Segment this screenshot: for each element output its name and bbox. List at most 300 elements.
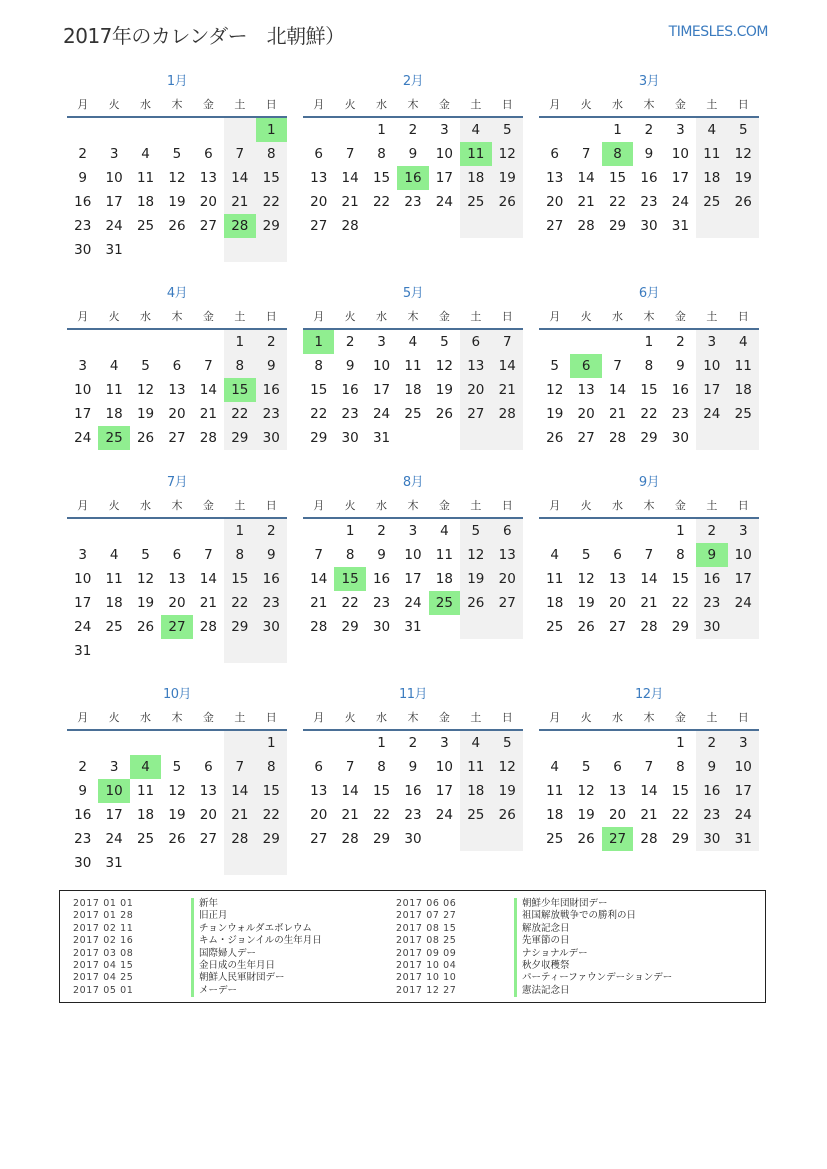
day-cell: 1	[644, 334, 654, 350]
weekday-label: 日	[737, 98, 749, 111]
day-cell: 10	[728, 543, 759, 567]
day-cell: 23	[404, 807, 422, 823]
holiday-date: 2017 04 15	[73, 959, 134, 971]
day-cell: 9	[644, 146, 654, 162]
empty-day-cell	[570, 330, 601, 354]
weekday-label: 土	[234, 711, 246, 724]
day-cell: 13	[546, 170, 564, 186]
day-cell: 23	[671, 406, 689, 422]
empty-day-cell	[460, 426, 491, 450]
empty-day-cell	[303, 519, 334, 543]
day-cell: 13	[577, 382, 595, 398]
weekday-label: 土	[470, 499, 482, 512]
day-cell: 24	[404, 595, 422, 611]
day-cell: 6	[172, 358, 182, 374]
day-cell: 30	[671, 430, 689, 446]
day-cell: 15	[224, 567, 255, 591]
page-title: 2017年のカレンダー 北朝鮮）	[63, 24, 345, 48]
day-cell: 25	[404, 406, 422, 422]
day-cell: 17	[671, 170, 689, 186]
weekday-label: 火	[108, 711, 120, 724]
empty-day-cell	[224, 118, 255, 142]
holiday-date: 2017 01 28	[73, 910, 134, 922]
day-cell: 9	[408, 146, 418, 162]
weekday-label: 水	[140, 98, 152, 111]
day-cell: 19	[728, 166, 759, 190]
empty-day-cell	[570, 731, 601, 755]
holiday-day-cell: 28	[224, 214, 255, 238]
holiday-row	[73, 935, 322, 947]
holiday-day-cell: 6	[570, 354, 601, 378]
empty-day-cell	[67, 731, 98, 755]
day-cell: 9	[256, 354, 287, 378]
day-cell: 7	[204, 358, 213, 374]
weekday-label: 土	[234, 98, 246, 111]
day-cell: 29	[256, 214, 287, 238]
day-cell: 24	[696, 402, 727, 426]
weekday-label: 木	[171, 499, 183, 512]
day-cell: 11	[546, 783, 564, 799]
day-cell: 22	[310, 406, 328, 422]
holiday-day-cell: 16	[397, 166, 428, 190]
month-title: 10月	[162, 687, 192, 702]
day-cell: 18	[546, 807, 564, 823]
empty-day-cell	[633, 519, 664, 543]
day-cell: 3	[408, 523, 418, 539]
day-cell: 3	[676, 122, 685, 138]
day-cell: 22	[640, 406, 658, 422]
day-cell: 18	[136, 194, 155, 210]
day-cell: 3	[78, 358, 87, 374]
day-cell: 12	[168, 170, 186, 186]
day-cell: 3	[109, 759, 119, 775]
day-cell: 20	[608, 595, 627, 611]
day-cell: 12	[577, 571, 595, 587]
day-cell: 8	[644, 358, 654, 374]
day-cell: 26	[492, 803, 523, 827]
day-cell: 1	[377, 122, 386, 138]
day-cell: 1	[613, 122, 622, 138]
day-cell: 14	[310, 571, 328, 587]
day-cell: 27	[199, 218, 217, 234]
empty-day-cell	[98, 118, 129, 142]
day-cell: 10	[404, 547, 422, 563]
day-cell: 19	[492, 779, 523, 803]
holiday-name: 祖国解放戦争での勝利の日	[514, 910, 636, 922]
day-cell: 3	[696, 330, 727, 354]
day-cell: 6	[460, 330, 491, 354]
empty-day-cell	[67, 330, 98, 354]
holiday-name: 新年	[191, 898, 218, 910]
weekday-label: 日	[265, 98, 277, 111]
day-cell: 12	[136, 571, 155, 587]
day-cell: 10	[372, 358, 391, 374]
weekday-label: 火	[344, 711, 356, 724]
day-cell: 4	[141, 146, 150, 162]
day-cell: 13	[168, 571, 186, 587]
day-cell: 8	[377, 146, 386, 162]
day-cell: 18	[546, 595, 564, 611]
holiday-day-cell: 1	[303, 330, 334, 354]
empty-day-cell	[429, 426, 460, 450]
weekday-header	[539, 708, 759, 731]
day-cell: 21	[199, 406, 217, 422]
empty-day-cell	[193, 238, 224, 262]
day-cell: 2	[345, 334, 355, 350]
empty-day-cell	[460, 214, 491, 238]
day-cell: 8	[256, 142, 287, 166]
day-cell: 29	[671, 619, 689, 635]
day-cell: 17	[105, 807, 123, 823]
holiday-name: 秋夕収穫祭	[514, 960, 570, 972]
empty-day-cell	[728, 615, 759, 639]
weekday-header	[67, 496, 287, 519]
day-cell: 27	[168, 430, 186, 446]
day-cell: 25	[728, 402, 759, 426]
weekday-header	[67, 307, 287, 330]
day-cell: 3	[109, 146, 119, 162]
holiday-name: パーティーファウンデーションデー	[514, 972, 672, 984]
weekday-header	[539, 496, 759, 519]
day-cell: 11	[136, 170, 155, 186]
weekday-label: 水	[140, 499, 152, 512]
month-title: 12月	[634, 687, 664, 702]
month-title: 11月	[398, 687, 428, 702]
holiday-row	[73, 923, 322, 935]
day-cell: 29	[608, 218, 627, 234]
day-cell: 16	[74, 194, 92, 210]
day-cell: 20	[608, 807, 627, 823]
day-cell: 8	[676, 759, 685, 775]
empty-day-cell	[193, 639, 224, 663]
day-cell: 18	[460, 166, 491, 190]
day-cell: 18	[460, 779, 491, 803]
day-cell: 11	[404, 358, 422, 374]
day-cell: 25	[105, 619, 123, 635]
empty-day-cell	[130, 731, 161, 755]
day-cell: 27	[492, 591, 523, 615]
holiday-list	[59, 890, 766, 1003]
day-cell: 14	[640, 571, 658, 587]
empty-day-cell	[460, 615, 491, 639]
day-grid	[539, 118, 759, 238]
day-cell: 28	[199, 619, 217, 635]
day-cell: 22	[671, 595, 689, 611]
day-cell: 13	[168, 382, 186, 398]
empty-day-cell	[602, 731, 633, 755]
day-cell: 9	[408, 759, 418, 775]
month-7	[67, 474, 287, 663]
holiday-row	[396, 985, 672, 997]
day-grid	[67, 731, 287, 875]
weekday-label: 月	[313, 310, 325, 323]
day-cell: 5	[492, 731, 523, 755]
day-cell: 24	[728, 591, 759, 615]
day-cell: 22	[372, 194, 391, 210]
day-cell: 13	[492, 543, 523, 567]
day-cell: 2	[644, 122, 654, 138]
holiday-day-cell: 10	[98, 779, 129, 803]
day-cell: 5	[172, 759, 182, 775]
day-cell: 5	[550, 358, 559, 374]
holiday-date: 2017 07 27	[396, 910, 457, 922]
day-cell: 23	[74, 218, 92, 234]
empty-day-cell	[429, 214, 460, 238]
day-cell: 30	[256, 426, 287, 450]
holiday-column-right	[396, 898, 672, 997]
day-cell: 17	[696, 378, 727, 402]
month-10	[67, 686, 287, 875]
empty-day-cell	[130, 851, 161, 875]
empty-day-cell	[492, 827, 523, 851]
day-cell: 11	[546, 571, 564, 587]
holiday-name: 旧正月	[191, 910, 228, 922]
holiday-day-cell: 8	[602, 142, 633, 166]
day-cell: 1	[256, 731, 287, 755]
day-cell: 21	[640, 595, 658, 611]
weekday-label: 日	[265, 499, 277, 512]
empty-day-cell	[224, 639, 255, 663]
weekday-label: 金	[674, 499, 686, 512]
holiday-name: 朝鮮人民軍財団デー	[191, 972, 285, 984]
day-cell: 14	[224, 166, 255, 190]
empty-day-cell	[460, 827, 491, 851]
day-cell: 6	[613, 547, 622, 563]
day-cell: 9	[78, 783, 87, 799]
day-cell: 21	[310, 595, 328, 611]
holiday-row	[73, 910, 322, 922]
holiday-day-cell: 4	[130, 755, 161, 779]
day-cell: 21	[577, 194, 595, 210]
holiday-day-cell: 27	[161, 615, 192, 639]
day-cell: 19	[435, 382, 453, 398]
weekday-label: 金	[202, 711, 214, 724]
day-cell: 1	[676, 523, 685, 539]
holiday-name: 憲法記念日	[514, 985, 570, 997]
weekday-label: 土	[234, 310, 246, 323]
day-cell: 14	[341, 170, 359, 186]
holiday-name: 先軍節の日	[514, 935, 570, 947]
day-cell: 29	[310, 430, 328, 446]
day-cell: 14	[577, 170, 595, 186]
day-cell: 31	[105, 242, 123, 258]
holiday-date: 2017 05 01	[73, 984, 134, 996]
empty-day-cell	[130, 639, 161, 663]
month-title: 9月	[638, 475, 660, 490]
holiday-name: 金日成の生年月日	[191, 960, 275, 972]
empty-day-cell	[539, 118, 570, 142]
day-cell: 19	[546, 406, 564, 422]
day-cell: 15	[256, 166, 287, 190]
day-cell: 18	[136, 807, 155, 823]
holiday-row	[73, 898, 322, 910]
holiday-day-cell: 25	[98, 426, 129, 450]
day-cell: 22	[256, 190, 287, 214]
day-grid	[539, 731, 759, 851]
day-cell: 20	[577, 406, 595, 422]
holiday-row	[396, 972, 672, 984]
holiday-row	[73, 972, 322, 984]
day-cell: 5	[460, 519, 491, 543]
weekday-label: 月	[313, 98, 325, 111]
day-cell: 13	[608, 571, 627, 587]
empty-day-cell	[492, 615, 523, 639]
day-cell: 6	[204, 759, 213, 775]
day-cell: 24	[105, 218, 123, 234]
weekday-label: 日	[737, 310, 749, 323]
month-12	[539, 686, 759, 851]
empty-day-cell	[256, 639, 287, 663]
day-cell: 5	[728, 118, 759, 142]
day-cell: 20	[199, 807, 217, 823]
day-cell: 12	[492, 755, 523, 779]
weekday-header	[539, 307, 759, 330]
holiday-day-cell: 27	[602, 827, 633, 851]
day-cell: 25	[136, 831, 155, 847]
day-cell: 16	[671, 382, 689, 398]
weekday-label: 日	[501, 310, 513, 323]
day-cell: 17	[404, 571, 422, 587]
day-cell: 28	[640, 619, 658, 635]
holiday-date: 2017 02 11	[73, 922, 134, 934]
day-cell: 6	[550, 146, 559, 162]
weekday-label: 水	[376, 499, 388, 512]
day-cell: 12	[136, 382, 155, 398]
day-cell: 14	[199, 382, 217, 398]
weekday-header	[303, 95, 523, 118]
day-cell: 5	[141, 358, 150, 374]
day-cell: 7	[613, 358, 622, 374]
day-cell: 2	[408, 735, 418, 751]
day-cell: 4	[550, 759, 559, 775]
holiday-date: 2017 09 09	[396, 947, 457, 959]
weekday-label: 水	[612, 310, 624, 323]
day-cell: 11	[696, 142, 727, 166]
day-cell: 18	[105, 406, 123, 422]
empty-day-cell	[492, 426, 523, 450]
weekday-label: 金	[674, 711, 686, 724]
day-cell: 12	[168, 783, 186, 799]
day-cell: 28	[310, 619, 328, 635]
day-cell: 30	[74, 855, 92, 871]
day-cell: 31	[372, 430, 391, 446]
empty-day-cell	[161, 330, 192, 354]
day-cell: 15	[372, 170, 391, 186]
empty-day-cell	[193, 731, 224, 755]
day-cell: 25	[696, 190, 727, 214]
day-cell: 5	[172, 146, 182, 162]
day-cell: 4	[109, 547, 119, 563]
day-cell: 11	[136, 783, 155, 799]
weekday-label: 火	[344, 499, 356, 512]
weekday-label: 土	[706, 499, 718, 512]
day-cell: 17	[435, 170, 453, 186]
empty-day-cell	[193, 118, 224, 142]
weekday-label: 土	[234, 499, 246, 512]
empty-day-cell	[696, 214, 727, 238]
day-cell: 28	[577, 218, 595, 234]
weekday-label: 日	[737, 711, 749, 724]
empty-day-cell	[193, 519, 224, 543]
day-cell: 7	[224, 755, 255, 779]
holiday-row	[396, 960, 672, 972]
day-cell: 20	[460, 378, 491, 402]
day-cell: 15	[310, 382, 328, 398]
day-cell: 2	[78, 759, 87, 775]
weekday-label: 水	[612, 499, 624, 512]
day-cell: 12	[728, 142, 759, 166]
day-cell: 26	[168, 218, 186, 234]
day-cell: 28	[199, 430, 217, 446]
day-cell: 10	[74, 382, 92, 398]
day-cell: 29	[341, 619, 359, 635]
empty-day-cell	[193, 851, 224, 875]
day-cell: 30	[372, 619, 391, 635]
day-cell: 27	[310, 218, 328, 234]
weekday-header	[67, 95, 287, 118]
holiday-day-cell: 15	[224, 378, 255, 402]
day-cell: 19	[168, 194, 186, 210]
day-cell: 8	[256, 755, 287, 779]
day-cell: 28	[341, 831, 359, 847]
empty-day-cell	[161, 238, 192, 262]
day-grid	[303, 519, 523, 639]
day-cell: 11	[460, 755, 491, 779]
empty-day-cell	[539, 731, 570, 755]
weekday-label: 木	[643, 711, 655, 724]
day-cell: 25	[546, 831, 564, 847]
weekday-label: 月	[549, 98, 561, 111]
day-cell: 26	[546, 430, 564, 446]
empty-day-cell	[161, 731, 192, 755]
day-cell: 22	[256, 803, 287, 827]
day-cell: 2	[377, 523, 386, 539]
weekday-label: 木	[643, 499, 655, 512]
site-logo[interactable]: TIMESLES.COM	[668, 24, 768, 40]
weekday-label: 金	[674, 98, 686, 111]
day-cell: 13	[199, 783, 217, 799]
day-cell: 30	[696, 827, 727, 851]
day-cell: 28	[492, 402, 523, 426]
empty-day-cell	[67, 118, 98, 142]
weekday-label: 木	[643, 98, 655, 111]
day-cell: 31	[74, 643, 92, 659]
day-cell: 4	[696, 118, 727, 142]
day-cell: 21	[640, 807, 658, 823]
day-cell: 7	[492, 330, 523, 354]
day-cell: 22	[224, 591, 255, 615]
day-cell: 2	[676, 334, 685, 350]
empty-day-cell	[633, 731, 664, 755]
day-cell: 24	[372, 406, 391, 422]
empty-day-cell	[334, 731, 365, 755]
empty-day-cell	[303, 731, 334, 755]
day-cell: 22	[341, 595, 359, 611]
day-cell: 17	[105, 194, 123, 210]
day-cell: 22	[671, 807, 689, 823]
holiday-date: 2017 03 08	[73, 947, 134, 959]
weekday-label: 火	[580, 310, 592, 323]
day-cell: 12	[492, 142, 523, 166]
empty-day-cell	[728, 214, 759, 238]
weekday-label: 水	[612, 711, 624, 724]
day-cell: 7	[314, 547, 323, 563]
day-cell: 6	[492, 519, 523, 543]
day-cell: 7	[345, 146, 355, 162]
weekday-label: 日	[501, 711, 513, 724]
holiday-name: 朝鮮少年団財団デー	[514, 898, 608, 910]
empty-day-cell	[334, 118, 365, 142]
